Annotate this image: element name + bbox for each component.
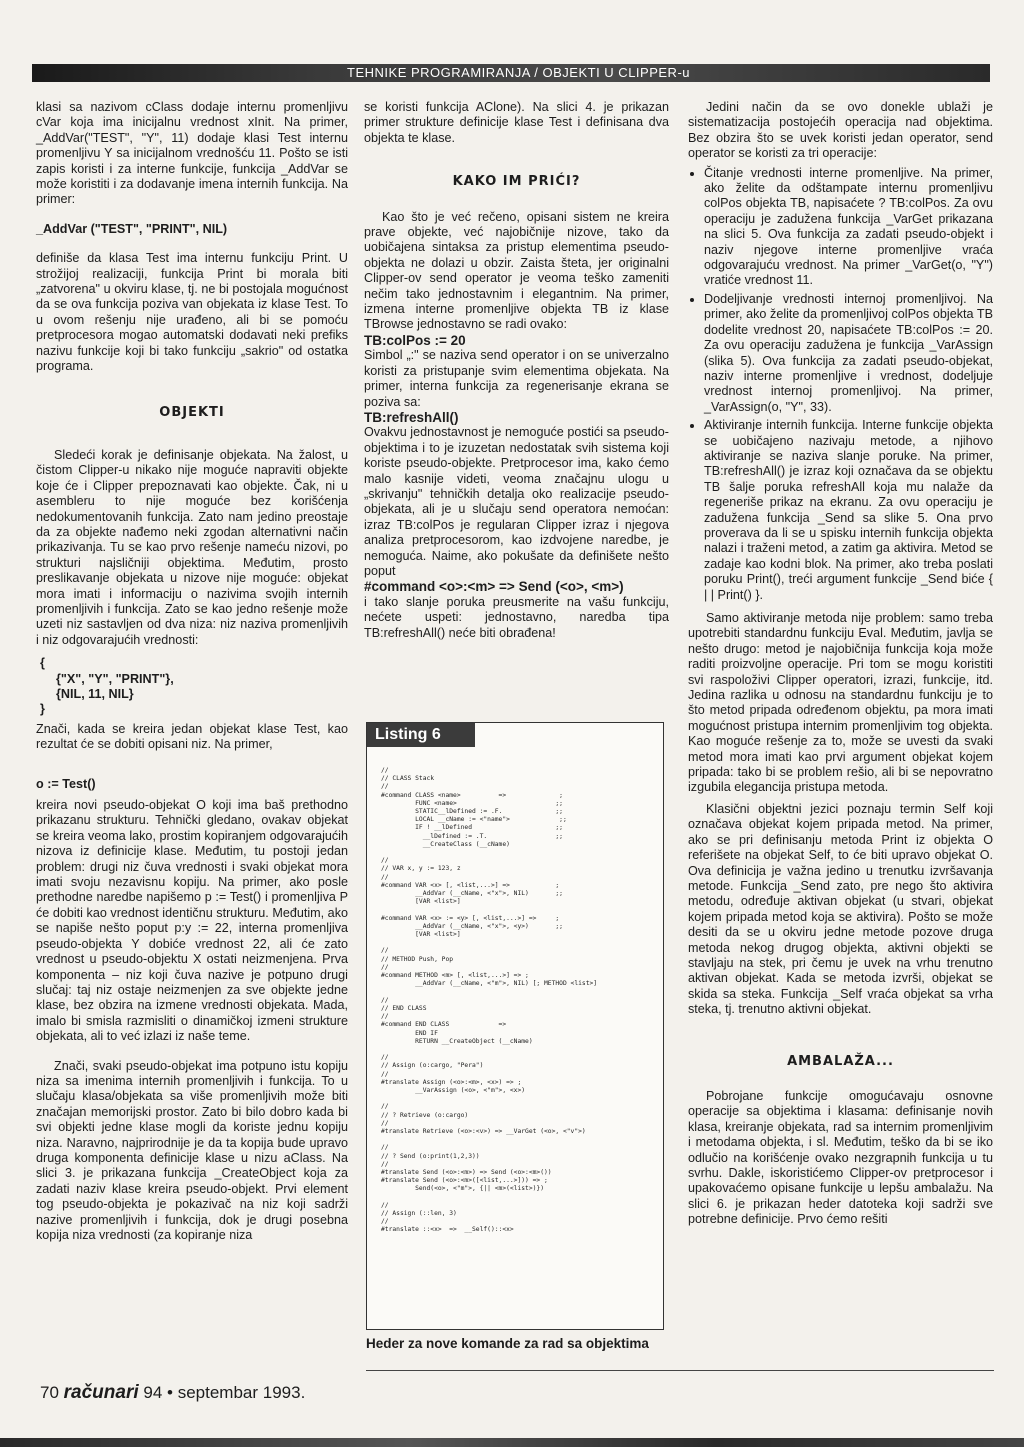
magazine-logo: računari <box>63 1382 139 1403</box>
section-header-bar <box>32 64 990 82</box>
paragraph: i tako slanje poruka preusmerite na vašu funkciju, nećete uspeti: jednostavno, naredba tipa TB:refreshAll() neće biti obrađena! <box>364 594 669 640</box>
paragraph: Samo aktiviranje metoda nije problem: samo treba upotrebiti standardnu funkciju Eval. Međutim, javlja se nešto drugo: metod je najobičnija funkcija koja može raditi proizvoljne operacije. Pri tom se mogu koristiti svi raspoloživi Clipper operatori, izrazi, funkcije, itd. Jedina razlika u odnosu na standardnu funkciju je to što metod pripada određenom objektu, pa mora imati mogućnost pristupa internim promenljivim tog objekta. Kao moguće rešenje za to, može se uvesti da svaki metod mora imati kao prvi argument objekat kojem pripada: tako bi se problem rešio, ali bi se nepovratno izgubila elegancija pristupa metoda. <box>688 611 993 795</box>
code-line: {NIL, 11, NIL} <box>56 687 134 701</box>
paragraph: klasi sa nazivom cClass dodaje internu promenljivu cVar koja ima inicijalnu vrednost xInit. Na primer, _AddVar("TEST", "Y", 11) dodaje klasi Test internu promenljivu Y sa inicijalnom vrednošću 11. Pošto se isti zapis koristi i za interne funkcije, funkcija _AddVar se može koristiti i za dodavanje imena internih funkcija. Na primer: <box>36 100 348 207</box>
column-1 <box>36 100 348 1243</box>
code-line: #command <o>:<m> => Send (<o>, <m>) <box>364 579 624 595</box>
paragraph: Pobrojane funkcije omogućavaju osnovne operacije sa objektima i klasama: definisanje novih klasa, kreiranje objekata, rad sa internim promenljivim i metodama objekta, i sl. Međutim, teško da bi se iko odlučio na korišćenje ovako nezgrapnih funkcija u tu svrhu. Dakle, iskoristićemo Clipper-ov pretprocesor i upakovaćemo opisane funkcije u lepšu ambalažu. Na slici 6. je prikazan heder datoteka koji sadrži sve potrebne definicije. Prvo ćemo rešiti <box>688 1088 993 1227</box>
bullet: • <box>167 1383 173 1402</box>
code-line: TB:refreshAll() <box>364 409 459 425</box>
listing-code: // // CLASS Stack // #command CLASS <name> => ; FUNC <name> ;; STATIC__lDefined := .F. ;; LOCAL __cName := <"name"> ;; IF ! __lDefined ;; __lDefined := .T. ;; __CreateClass (__cName) // // VAR x, y := 123, z // #command VAR <x> [, <list,...>] => ; __AddVar (__cName, <"x">, NIL) ;; [VAR <list>] #command VAR <x> := <y> [, <list,...>] => ; __AddVar (__cName, <"x">, <y>) ;; [VAR <list>] // // METHOD Push, Pop // #command METHOD <m> [, <list,...>] => ; __AddVar (__cName, <"m">, NIL) [; METHOD <list>] // // END CLASS // #command END CLASS => END IF RETURN __CreateObject (__cName) // // Assign (o:cargo, "Pera") // #translate Assign (<o>:<m>, <x>) => ; __VarAssign (<o>, <"m">, <x>) // // ? Retrieve (o:cargo) // #translate Retrieve (<o>:<v>) => __VarGet (<o>, <"v">) // // ? Send (o:print(1,2,3)) // #translate Send (<o>:<m>) => Send (<o>:<m>()) #translate Send (<o>:<m>([<list,...>])) => ; Send(<o>, <"m">, {|| <m>(<list>)}) // // Assign (::len, 3) // #translate ::<x> => __Self()::<x> <box>381 767 598 1234</box>
code-line: { <box>40 656 45 671</box>
paragraph: Jedini način da se ovo donekle ublaži je sistematizacija postojećih operacija nad objektima. Bez obzira što se uvek koristi jedan operator, send operator se koristi za tri operacije: <box>688 100 993 161</box>
list-item: • Aktiviranje internih funkcija. Interne funkcije objekta se uobičajeno nazivaju metode, a njihovo aktiviranje se naziva slanje poruke. Na primer, TB:refreshAll() je izraz koji označava da se objektu TB šalje poruka refreshAll koja mu nalaže da regeneriše prikaz na ekranu. Za ovu operaciju je zadužena funkcija _Send sa slike 5. Ona prvo proverava da li se u spisku internih funkcija objekta nalazi i traženi metod, a zatim ga aktivira. Metod se zadaje kao kodni blok. Na primer, ako treba poslati poruku Print(), treći argument funkcije _Send biće { | | Print() }. <box>704 418 993 603</box>
paragraph: Simbol „:" se naziva send operator i on se univerzalno koristi za pristupanje svim elementima objekata. Na primer, interna funkcija za regenerisanje ekrana se poziva sa: <box>364 348 669 409</box>
paragraph: definiše da klasa Test ima internu funkciju Print. U strožijoj realizaciji, funkcija Print bi morala biti „zatvorena" u okviru klase, tj. ne bi postojala mogućnost da se ova funkcija poziva van objekata iz klase Test. To u ovom rešenju nije urađeno, ali bi se pomoću pretprocesora mogao automatski dodavati neki prefiks nazivu funkcije koji bi tako funkciju „sakrio" od ostatka programa. <box>36 251 348 374</box>
section-heading: OBJEKTI <box>159 404 225 420</box>
footer-rule <box>366 1370 994 1371</box>
paragraph: Klasični objektni jezici poznaju termin Self koji označava objekat kojem pripada metod. Na primer, ako se pri definisanju metoda Print iz objekta O referišete na objekat Self, to će biti upravo objekat O. Ova definicija je važna jedino u trenutku izvršavanja metode. Funkcija _Send zato, pre nego što aktivira metodu, određuje aktivan objekat (u stvari, objekat kojem pripada metod koja se aktivira). Pošto se može desiti da se u okviru jedne metode pozove druga metoda nekog drugog objekta, aktivni objekti se stavljaju na stek, pri čemu je uvek na vrhu trenutno aktivan objekat. Kada se metoda izvrši, objekat se skida sa steka. Funkcija _Self vraća objekat sa vrha steka, tj. trenutno aktivni objekat. <box>688 801 993 1017</box>
issue-number: 94 <box>143 1383 163 1402</box>
list-item: • Čitanje vrednosti interne promenljive. Na primer, ako želite da odštampate internu promenljivu colPos objekta TB, napisaćete ? TB:colPos. Za ovu operaciju je zadužena funkcija _VarGet prikazana na slici 5. Ova funkcija za zadati pseudo-objekt i naziv njegove interne promenljive vraća odgovarajuću vrednost. Na primer _VarGet(o, "Y") vratiće vrednost 11. <box>704 166 993 289</box>
page-footer <box>40 1382 305 1404</box>
paragraph: Znači, svaki pseudo-objekat ima potpuno istu kopiju niza sa imenima internih promenljivih i funkcija. To u slučaju klasa/objekata sa više promenljivih može biti značajan memorijski prostor. Zato bi bilo dobro kada bi svi objekti jedne klase mogli da koriste jednu kopiju niza. Naravno, najprirodnije je da ta kopija bude upravo druga komponenta definicije klase u nizu aClass. Na slici 3. je prikazana funkcija _CreateObject koja za zadati naziv klase kreira pseudo-objekt. Prvi element tog pseudo-objekta je pokazivač na niz koji sadrži nazive promenljivih i funkcija, dok je drugi posebna kopija niza vrednosti (za kopiranje niza <box>36 1058 348 1242</box>
code-line: {"X", "Y", "PRINT"}, <box>56 671 174 686</box>
listing-title: Listing 6 <box>367 723 475 747</box>
code-line: TB:colPos := 20 <box>364 332 466 348</box>
column-2 <box>364 100 669 641</box>
section-heading: KAKO IM PRIĆI? <box>452 174 581 190</box>
paragraph: kreira novi pseudo-objekat O koji ima baš prethodno prikazanu strukturu. Tehnički gledano, ovakav objekat se kreira veoma lako, prostim kopiranjem odgovarajućih nizova iz definicije klase. Međutim, tu postoji jedan problem: drugi niz čuva vrednosti i svaki objekat mora imati svoju nezavisnu kopiju. Na primer, ako posle prethodne naredbe napišemo p := Test() i promenljiva P će dobiti kao vrednost identičnu strukturu. Međutim, ako se napiše nešto poput p:y := 22, interna promenljiva pseudo-objekta Y dobiće vrednost 22, ali će zato vrednost u pseudo-objektu X ostati neizmenjena. Prva komponenta – niz koji čuva nazive je potpuno drugi slučaj: taj niz ostaje neizmenjen za sve objekte jedne klase, bez obzira na izmene vrednosti objekata. Mada, imalo bi smisla razmisliti o dinamičkoj izmeni strukture objekata, ali to već izlazi iz naše teme. <box>36 798 348 1044</box>
paragraph: Ovakvu jednostavnost je nemoguće postići sa pseudo-objektima i to je izuzetan nedostatak svih sistema koji koriste pseudo-objekte. Pretprocesor ima, kako ćemo malo kasnije videti, veoma značajnu ulogu u „skrivanju" tehničkih detalja oko realizacije pseudo-objekata, ali je u slučaju send operatora nemoćan: izraz TB:colPos je regularan Clipper izraz i njegova analiza pretprocesorom, kao izdvojene naredbe, je nemoguća. Naime, ako pokušate da definišete nešto poput <box>364 425 669 578</box>
bottom-bar <box>0 1438 1024 1447</box>
paragraph: Kao što je već rečeno, opisani sistem ne kreira prave objekte, već najobičnije nizove, tako da uobičajena sintaksa za pristup elementima pseudo-objekta ne dolazi u obzir. Zaista šteta, jer originalni Clipper-ov send operator je veoma teško zameniti nečim tako jednostavnim i elegantnim. Na primer, izmena interne promenljive objekta TB iz klase TBrowse jednostavno se radi ovako: <box>364 209 669 332</box>
code-block <box>40 656 348 718</box>
code-line: _AddVar ("TEST", "PRINT", NIL) <box>36 221 228 236</box>
column-3 <box>688 100 993 1228</box>
list-item: • Dodeljivanje vrednosti internoj promenljivoj. Na primer, ako želite da promenljivoj colPos objekta TB dodelite vrednost 20, napisaćete TB:colPos := 20. Za ovu operaciju zadužena je funkcija _VarAssign (slika 5). Ova funkcija za zadati pseudo-objekat, naziv interne promenljive i vrednost, dodeljuje vrednost internoj promenljivoj. Na primer, _VarAssign(o, "Y", 33). <box>704 292 993 415</box>
section-header-title: TEHNIKE PROGRAMIRANJA / OBJEKTI U CLIPPER-u <box>347 65 690 80</box>
section-heading: AMBALAŽA... <box>787 1053 894 1069</box>
issue-date: septembar 1993. <box>177 1383 306 1402</box>
listing-caption: Heder za nove komande za rad sa objektima <box>366 1336 649 1351</box>
paragraph: Znači, kada se kreira jedan objekat klase Test, kao rezultat će se dobiti opisani niz. Na primer, <box>36 721 348 752</box>
paragraph: se koristi funkcija AClone). Na slici 4. je prikazan primer strukture definicije klase Test i definisana dva objekta te klase. <box>364 100 669 145</box>
paragraph: Sledeći korak je definisanje objekata. Na žalost, u čistom Clipper-u nikako nije moguće napraviti objekte koje će i Clipper prepoznavati kao objekte. Čak, ni u asembleru to nije moguće bez korišćenja nedokumentovanih funkcija. Zato nam jedino preostaje da za objekte nađemo neki zgodan alternativni način prikazivanja. Tu se kao prvo rešenje nameću nizovi, po strukturi najsličniji objektima. Međutim, prosto preslikavanje objekata u nizove nije moguće: objekat mora imati i informaciju o nazivima svojih internih promenljivih i funkcija. Zato se kao jedno rešenje može uzeti niz sastavljen od dva niza: niz naziva promenljivih i niz odgovarajućih vrednosti: <box>36 447 348 647</box>
operations-list <box>688 166 993 603</box>
listing-box <box>366 722 664 1330</box>
code-line: } <box>40 702 45 717</box>
code-line: o := Test() <box>36 776 96 791</box>
page-number: 70 <box>40 1383 59 1402</box>
